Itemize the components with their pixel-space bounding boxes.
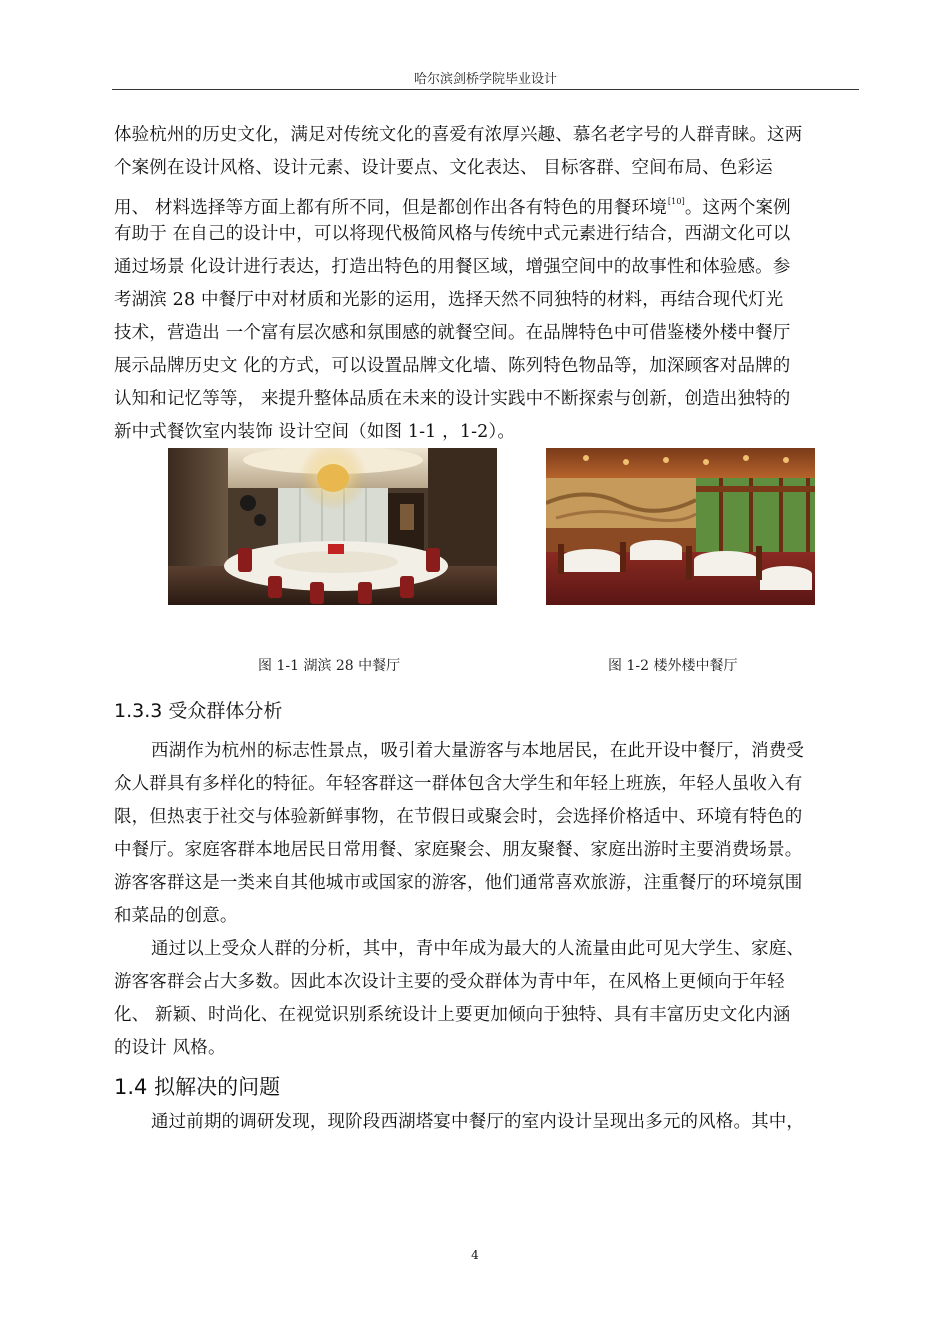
page-header: 哈尔滨剑桥学院毕业设计 [413, 72, 557, 87]
body-line: 的设计 风格。 [114, 1038, 226, 1058]
section-heading-1-4: 1.4 拟解决的问题 [114, 1075, 281, 1099]
body-line [114, 185, 866, 218]
body-line: 众人群具有多样化的特征。年轻客群这一群体包含大学生和年轻上班族，年轻人虽收入有 [114, 774, 803, 794]
body-line: 有助于 在自己的设计中，可以将现代极简风格与传统中式元素进行结合，西湖文化可以 [114, 224, 791, 244]
body-line: 展示品牌历史文 化的方式，可以设置品牌文化墙、陈列特色物品等，加深顾客对品牌的 [114, 356, 791, 376]
figure-1-2-caption: 图 1-2 楼外楼中餐厅 [608, 658, 738, 674]
body-line: 化、 新颖、时尚化、在视觉识别系统设计上要更加倾向于独特、具有丰富历史文化内涵 [114, 1005, 791, 1025]
body-line: 游客客群这是一类来自其他城市或国家的游客，他们通常喜欢旅游，注重餐厅的环境氛围 [114, 873, 803, 893]
body-line: 游客客群会占大多数。因此本次设计主要的受众群体为青中年，在风格上更倾向于年轻 [114, 972, 785, 992]
body-line: 西湖作为杭州的标志性景点，吸引着大量游客与本地居民，在此开设中餐厅，消费受 [151, 741, 805, 761]
body-line: 新中式餐饮室内装饰 设计空间（如图 1-1 ，1-2）。 [114, 422, 515, 442]
body-line: 体验杭州的历史文化，满足对传统文化的喜爱有浓厚兴趣、慕名老字号的人群青睐。这两 [114, 125, 803, 145]
page-number: 4 [471, 1248, 479, 1262]
body-line: 通过以上受众人群的分析，其中，青中年成为最大的人流量由此可见大学生、家庭、 [151, 939, 805, 959]
header-rule [112, 89, 859, 90]
body-line: 通过前期的调研发现，现阶段西湖塔宴中餐厅的室内设计呈现出多元的风格。其中， [151, 1112, 805, 1132]
body-line-tail: 。这两个案例 [684, 198, 791, 218]
citation[interactable]: [10] [667, 197, 685, 206]
body-line-text: 用、 材料选择等方面上都有所不同，但是都创作出各有特色的用餐环境 [114, 198, 667, 218]
body-line: 个案例在设计风格、设计元素、设计要点、文化表达、 目标客群、空间布局、色彩运 [114, 158, 773, 178]
body-line: 考湖滨 28 中餐厅中对材质和光影的运用，选择天然不同独特的材料，再结合现代灯光 [114, 290, 784, 310]
section-heading-1-3-3: 1.3.3 受众群体分析 [114, 700, 283, 722]
body-line: 限，但热衷于社交与体验新鲜事物，在节假日或聚会时，会选择价格适中、环境有特色的 [114, 807, 803, 827]
body-line: 和菜品的创意。 [114, 906, 238, 926]
figure-1-1-image [168, 448, 497, 605]
body-line: 通过场景 化设计进行表达，打造出特色的用餐区域，增强空间中的故事性和体验感。参 [114, 257, 791, 277]
body-line: 认知和记忆等等， 来提升整体品质在未来的设计实践中不断探索与创新，创造出独特的 [114, 389, 791, 409]
body-line: 中餐厅。家庭客群本地居民日常用餐、家庭聚会、朋友聚餐、家庭出游时主要消费场景。 [114, 840, 803, 860]
figure-1-1-caption: 图 1-1 湖滨 28 中餐厅 [258, 658, 401, 674]
figure-1-2-image [546, 448, 815, 605]
body-line: 技术，营造出 一个富有层次感和氛围感的就餐空间。在品牌特色中可借鉴楼外楼中餐厅 [114, 323, 791, 343]
